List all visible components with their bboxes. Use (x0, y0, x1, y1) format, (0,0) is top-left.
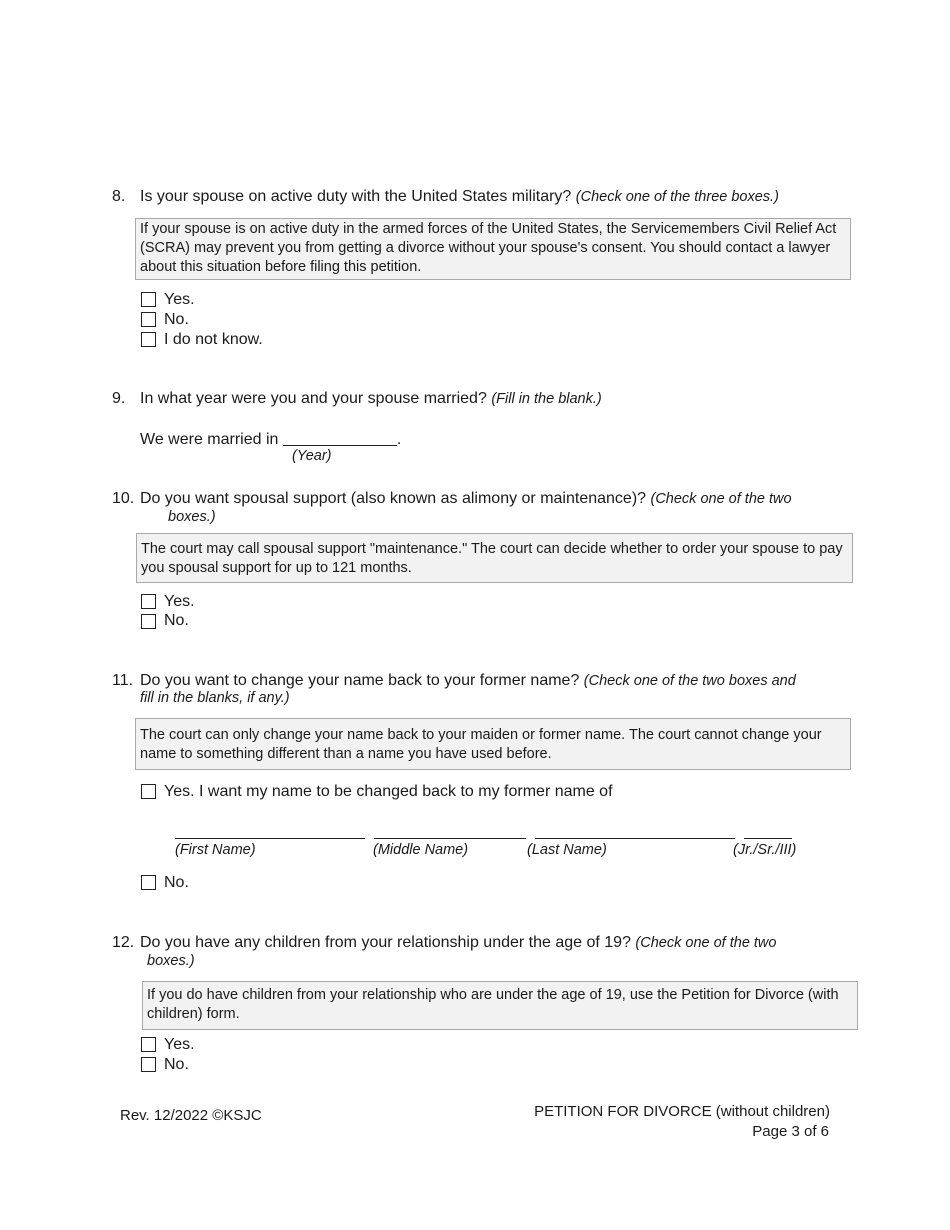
q11-number: 11. (112, 672, 134, 689)
q9-fill-label: We were married in (140, 431, 279, 448)
q8-hint: (Check one of the three boxes.) (575, 189, 779, 205)
q8-no-label: No. (164, 311, 189, 328)
q12-no-label: No. (164, 1056, 189, 1073)
q11-no-checkbox[interactable] (141, 875, 156, 890)
middle-name-input[interactable] (374, 822, 526, 839)
first-name-caption: (First Name) (175, 842, 256, 858)
q9-question (140, 389, 602, 409)
q8-yes-checkbox[interactable] (141, 292, 156, 307)
q12-hint-line2: boxes.) (147, 953, 195, 969)
q8-info-note: If your spouse is on active duty in the armed forces of the United States, the Servicemembers Civil Relief Act (SCRA) may prevent you from getting a divorce without your spouse's consent. You should contact a lawyer about this situation before filing this petition. (135, 218, 851, 280)
q10-info-note: The court may call spousal support "maintenance." The court can decide whether to order your spouse to pay you spousal support for up to 121 months. (136, 533, 853, 583)
q12-no-checkbox[interactable] (141, 1057, 156, 1072)
q8-unknown-label: I do not know. (164, 331, 263, 348)
q10-no-checkbox[interactable] (141, 614, 156, 629)
q10-question-text: Do you want spousal support (also known as alimony or maintenance)? (140, 490, 647, 507)
q9-question-text: In what year were you and your spouse married? (140, 390, 487, 407)
q11-hint-line1: (Check one of the two boxes and (583, 673, 796, 689)
suffix-input[interactable] (744, 822, 792, 839)
q10-no-label: No. (164, 612, 189, 629)
q12-number: 12. (112, 934, 135, 951)
q10-yes-checkbox[interactable] (141, 594, 156, 609)
q8-yes-label: Yes. (164, 291, 195, 308)
year-input[interactable] (283, 429, 397, 446)
first-name-input[interactable] (175, 822, 365, 839)
q9-hint: (Fill in the blank.) (491, 391, 602, 407)
q12-question (140, 933, 776, 953)
q12-yes-label: Yes. (164, 1036, 195, 1053)
q12-hint-line1: (Check one of the two (635, 935, 777, 951)
q11-hint-line2: fill in the blanks, if any.) (140, 690, 290, 706)
q11-info-note: The court can only change your name back to your maiden or former name. The court cannot change your name to something different than a name you have used before. (135, 718, 851, 770)
q10-hint-line1: (Check one of the two (650, 491, 792, 507)
q9-fill-end: . (396, 431, 402, 448)
q8-no-checkbox[interactable] (141, 312, 156, 327)
q10-hint-line2: boxes.) (168, 509, 216, 525)
q12-yes-checkbox[interactable] (141, 1037, 156, 1052)
suffix-caption: (Jr./Sr./III) (733, 842, 797, 858)
q8-question-text: Is your spouse on active duty with the United States military? (140, 188, 572, 205)
last-name-caption: (Last Name) (527, 842, 607, 858)
q8-number: 8. (112, 188, 126, 205)
last-name-input[interactable] (535, 822, 735, 839)
form-title: PETITION FOR DIVORCE (without children) (534, 1103, 830, 1120)
page-number: Page 3 of 6 (752, 1123, 829, 1140)
q11-question-text: Do you want to change your name back to your former name? (140, 672, 580, 689)
q10-number: 10. (112, 490, 135, 507)
q12-question-text: Do you have any children from your relationship under the age of 19? (140, 934, 631, 951)
q12-info-note: If you do have children from your relationship who are under the age of 19, use the Petition for Divorce (with children) form. (142, 981, 858, 1030)
q11-no-label: No. (164, 874, 189, 891)
q11-yes-checkbox[interactable] (141, 784, 156, 799)
q9-fill-line (140, 429, 401, 450)
q10-question (140, 489, 792, 509)
q10-yes-label: Yes. (164, 593, 195, 610)
middle-name-caption: (Middle Name) (373, 842, 469, 858)
year-caption: (Year) (292, 448, 332, 464)
q8-unknown-checkbox[interactable] (141, 332, 156, 347)
q9-number: 9. (112, 390, 126, 407)
q11-yes-label: Yes. I want my name to be changed back to my former name of (164, 783, 613, 800)
q11-question (140, 671, 796, 691)
revision-text: Rev. 12/2022 ©KSJC (120, 1107, 262, 1124)
q8-question (140, 187, 779, 207)
